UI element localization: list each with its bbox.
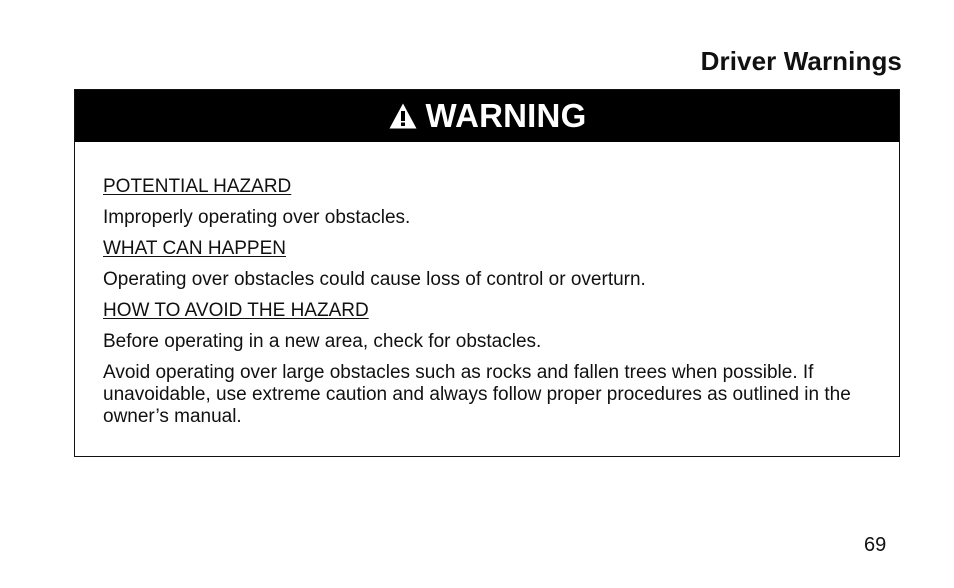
warning-triangle-icon — [388, 102, 418, 130]
potential-hazard-text: Improperly operating over obstacles. — [103, 207, 411, 228]
potential-hazard-heading: POTENTIAL HAZARD — [103, 176, 292, 197]
warning-header — [75, 90, 899, 142]
warning-body — [75, 142, 899, 428]
warning-header-text: WARNING — [425, 97, 587, 134]
how-to-avoid-heading: HOW TO AVOID THE HAZARD — [103, 300, 369, 321]
section-title: Driver Warnings — [700, 46, 902, 76]
how-to-avoid-text-1: Before operating in a new area, check for obstacles. — [103, 331, 542, 352]
what-can-happen-text: Operating over obstacles could cause loss of control or overturn. — [103, 269, 646, 290]
what-can-happen-heading: WHAT CAN HAPPEN — [103, 238, 286, 259]
how-to-avoid-text-2: Avoid operating over large obstacles such as rocks and fallen trees when possible. If unavoidable, use extreme caution and always follow proper procedures as outlined in the owner’s manual. — [103, 362, 851, 427]
warning-box — [74, 89, 900, 457]
page-number: 69 — [864, 534, 887, 556]
